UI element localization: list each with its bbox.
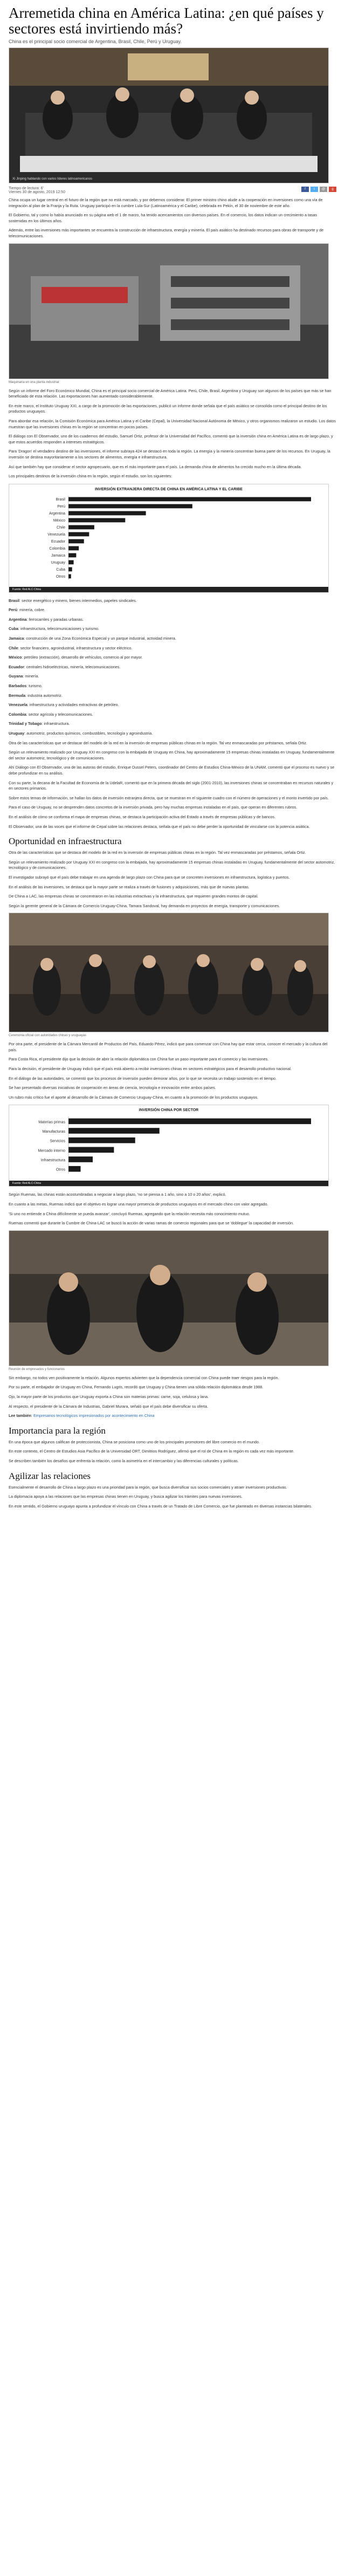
section-heading: Oportunidad en infraestructura <box>9 836 122 847</box>
related-article-link[interactable]: Empresarios tecnológicos impresionados por acontecimiento en China <box>33 1413 155 1419</box>
bar <box>68 532 89 536</box>
country-sectors: centrales hidroeléctricas, minería, telecomunicaciones. <box>26 664 121 669</box>
country-name: Trinidad y Tobago <box>9 721 42 727</box>
category-label: Otros <box>56 574 65 579</box>
paragraph: Para 'Dragon' el verdadero destino de las inversiones, el informe subraya 424 se destacó en toda la región. La energía y la minería concentran buena parte de los recursos. En Uruguay, la inversión se destina mayoritariamente a los sectores de alimentos, energía e infraestructura. <box>9 449 330 460</box>
category-label: Otros <box>56 1168 65 1173</box>
paragraph: Los principales destinos de la inversión china en la región, según el estudio, son los siguientes: <box>9 474 172 479</box>
category-label: Perú <box>57 504 65 509</box>
paragraph: En este marco, el Instituto Uruguay XXI, a cargo de la promoción de las exportaciones, publicó un informe donde señala que el país asiático se consolida como el principal destino de los productos uruguayos. <box>9 403 327 414</box>
related-link-paragraph: Lee también: Empresarios tecnológicos impresionados por acontecimiento en China <box>9 1413 155 1419</box>
bar <box>68 497 311 501</box>
paragraph: Sin embargo, no todos ven positivamente la relación. Algunos expertos advierten que la dependencia comercial con China puede traer riesgos para la región. <box>9 1375 279 1380</box>
bar <box>68 553 76 557</box>
bar <box>68 1128 160 1134</box>
industrial-image <box>9 244 328 379</box>
country-item: Colombia: sector agrícola y telecomunicaciones. <box>9 711 93 717</box>
paragraph: Se han presentado diversas iniciativas de cooperación en áreas de ciencia, tecnología e innovación entre ambos países. <box>9 1085 216 1091</box>
country-sectors: minería. <box>25 674 39 679</box>
country-sectors: industria automotriz. <box>27 693 63 698</box>
paragraph: Otra de las características que se destaca del modelo de la red en la inversión de empresas públicas chinas en la región. Tal vez enmascaradas por préstamos, señala Ortiz. <box>9 850 306 855</box>
country-item: Chile: sector financiero, agroindustrial, infraestructura y sector eléctrico. <box>9 645 133 650</box>
category-label: Infraestructura <box>40 1159 65 1163</box>
reading-time: Tiempo de lectura: 6' <box>9 187 44 190</box>
category-label: Cuba <box>56 567 65 572</box>
country-sectors: infraestructura, telecomunicaciones y turismo. <box>20 626 100 632</box>
category-label: Servicios <box>50 1140 65 1144</box>
category-label: Brasil <box>56 497 65 502</box>
paragraph: Ahí Diálogo con El Observador, una de las autoras del estudio, Enrique Dussel Peters, coordinador del Centro de Estudios China-México de la UNAM, comentó que el proceso es nuevo y se debe profundizar en su análisis. <box>9 765 335 776</box>
paragraph: Otra de las características que ve destacar del modelo de la red en la inversión de empresas públicas chinas en la región. Tal vez enmascaradas por préstamos, señala Ortiz. <box>9 740 307 745</box>
paragraph: Por su parte, el embajador de Uruguay en China, Fernando Lugris, recordó que Uruguay y China tienen una sólida relación diplomática desde 1988. <box>9 1385 264 1390</box>
paragraph: Al respecto, el presidente de la Cámara de Industrias, Gabriel Murara, señaló que el país debe diversificar su oferta. <box>9 1403 208 1409</box>
country-name: Barbados <box>9 683 27 689</box>
paragraph: La diplomacia apoya a las relaciones que las empresas chinas tienen en Uruguay, y busca agilizar los trámites para nuevas inversiones. <box>9 1494 243 1499</box>
bar <box>68 1138 135 1143</box>
country-item: Uruguay: automotriz, productos químicos, combustibles, tecnología y agroindustria. <box>9 731 153 736</box>
category-label: Uruguay <box>51 560 65 565</box>
paragraph: Para la decisión, el presidente de Uruguay indicó que el país está abierto a recibir inversiones chinas en sectores estratégicos para el desarrollo productivo nacional. <box>9 1066 292 1072</box>
paragraph: Según la gerente general de la Cámara de Comercio Uruguay-China, Tamara Sandoval, hay demanda en proyectos de energía, transporte y comunicaciones. <box>9 903 280 908</box>
paragraph: Así que también hay que considerar el sector agropecuario, que es el más importante para el país. La demanda china de alimentos ha crecido mucho en la última década. <box>9 464 302 469</box>
bar <box>68 518 125 522</box>
paragraph: En el análisis de las inversiones, se destaca que la mayor parte se realiza a través de fusiones y adquisiciones, más que de nuevas plantas. <box>9 884 250 889</box>
bar <box>68 1147 114 1153</box>
country-item: Bermuda: industria automotriz. <box>9 693 63 698</box>
country-item: México: petróleo (extracción), desarrollo de vehículos, comercio al por mayor. <box>9 655 143 660</box>
ceremony-image <box>9 913 328 1032</box>
chart-source: Fuente: Red ALC-China <box>9 1181 328 1186</box>
country-item: Jamaica: construcción de una Zona Económica Especial y un parque industrial, actividad minera. <box>9 636 176 641</box>
country-item: Trinidad y Tobago: infraestructura. <box>9 721 70 727</box>
chart-title: INVERSIÓN EXTRANJERA DIRECTA DE CHINA EN AMÉRICA LATINA Y EL CARIBE <box>95 487 243 491</box>
paragraph: Ruemas comentó que durante la Cumbre de China-LAC se buscó la acción de varias ramas de comercio regionales para que se 'doblegue' la capacidad de inversión. <box>9 1221 294 1226</box>
paragraph: En una época que algunos califican de proteccionista, China se posiciona como uno de los principales promotores del libre comercio en el mundo. <box>9 1439 260 1444</box>
section-heading: Importancia para la región <box>9 1425 106 1436</box>
paragraph: Un rubro más crítico fue el aporte al desarrollo de la Cámara de Comercio Uruguay-China, en cuanto a la promoción de los productos uruguayos. <box>9 1094 259 1100</box>
category-label: Mercado interno <box>38 1149 65 1153</box>
paragraph: El Gobierno, tal y como lo había anunciado en su página web el 1 de marzo, ha tenido acercamientos con diversos países. En el comercio, los datos indican un crecimiento a tasas sostenidas en los últimos años. <box>9 213 318 223</box>
article-subtitle: China es el principal socio comercial de Argentina, Brasil, Chile, Perú y Uruguay. <box>9 39 182 44</box>
paragraph: El Observador, una de las voces que el informe de Cepal sobre las relaciones destaca, señala que el país no debe perder la oportunidad de vincularse con la potencia asiática. <box>9 824 310 829</box>
bar <box>68 539 84 543</box>
country-sectors: automotriz, productos químicos, combustibles, tecnología y agroindustria. <box>26 731 153 736</box>
country-sectors: petróleo (extracción), desarrollo de vehículos, comercio al por mayor. <box>24 655 143 660</box>
paragraph: Según un relevamiento realizado por Uruguay XXI en congreso con la embajada de Uruguay en China, hay aproximadamente 15 empresas chinas instaladas en Uruguay, fundamentalmente del sector automotriz, tecnológico y de comunicaciones. <box>9 750 335 761</box>
publish-date: Viernes 30 de agosto, 2019 12:50 <box>9 190 65 194</box>
country-name: Bermuda <box>9 693 26 698</box>
paragraph: Ojo, la mayor parte de los productos que Uruguay exporta a China son materias primas: carne, soja, celulosa y lana. <box>9 1394 209 1399</box>
meeting-image <box>9 1231 328 1366</box>
photo-caption: Xi Jinping hablando con varios líderes latinoamericanos <box>12 177 93 181</box>
paragraph: En este sentido, el Gobierno uruguayo apunta a profundizar el vínculo con China a través de un Tratado de Libre Comercio, que fue planteado en diversas instancias bilaterales. <box>9 1503 312 1509</box>
paragraph: De China a LAC, las empresas chinas se concentraron en las industrias extractivas y la infraestructura, que requieren grandes montos de capital. <box>9 894 259 899</box>
paragraph: Se describen también los desafíos que enfrenta la relación, como la asimetría en el intercambio y las diferencias culturales y políticas. <box>9 1458 239 1463</box>
country-item: Brasil: sector energético y minero, bienes intermedios, papeles sindicales. <box>9 598 137 603</box>
country-name: Brasil <box>9 598 19 603</box>
category-label: Argentina <box>49 511 65 516</box>
bar <box>68 511 146 515</box>
country-item: Venezuela: infraestructura y actividades extractivas de petróleo. <box>9 702 119 708</box>
paragraph: Según un relevamiento realizado por Uruguay XXI en congreso con la embajada, hay aproximadamente 15 empresas chinas instaladas en Uruguay, fundamentalmente del sector automotriz, tecnológico y de comunicaciones. <box>9 859 335 871</box>
paragraph: Para abordar esa relación, la Comisión Económica para América Latina y el Caribe (Cepal), la Universidad Nacional Autónoma de México, y otros organismos realizaron un estudio. Los datos muestran que las inversiones chinas en la región se concentran en pocos países. <box>9 418 336 429</box>
country-sectors: ferrocarriles y paradas urbanas. <box>29 616 84 622</box>
section-heading: Agilizar las relaciones <box>9 1470 91 1481</box>
paragraph: El diálogo con El Observador, uno de los cuadernos del estudio, Samuel Ortiz, profesor de la Universidad del Pacífico, comentó que la inversión china en América Latina es de largo plazo, y que estos acuerdos responden a intereses estratégicos. <box>9 434 333 444</box>
paragraph: Para Costa Rica, el presidente dijo que la decisión de abrir la relación diplomática con China fue un paso importante para el comercio y las inversiones. <box>9 1057 269 1062</box>
photo-meeting <box>9 1230 329 1366</box>
country-item: Cuba: infraestructura, telecomunicaciones y turismo. <box>9 626 100 632</box>
related-label: Lee también <box>9 1413 31 1419</box>
paragraph: Con su parte, la decana de la Facultad de Economía de la UdelaR, comentó que en la primera década del siglo (2001-2010), las inversiones chinas se concentraban en recursos naturales y en sectores primarios. <box>9 780 334 791</box>
photo-caption: Maquinaria en una planta industrial <box>9 380 59 384</box>
country-list <box>9 598 336 737</box>
country-name: Colombia <box>9 711 26 717</box>
bar <box>68 504 192 508</box>
category-label: Ecuador <box>51 539 65 544</box>
share-buttons <box>301 187 336 194</box>
country-item: Argentina: ferrocarriles y paradas urbanas. <box>9 616 84 622</box>
country-item: Guyana: minería. <box>9 674 39 679</box>
paragraph: China ocupa un lugar central en el futuro de la región que no está marcado, y por debemos considerar. El primer ministro chino alude a la cooperación en inversiones como una vía de integración al plan de la Franja y la Ruta. Uruguay participó en la cumbre Lula-Sur (Latinoamérica y el Caribe), celebrada en Pekín, el 30 de noviembre de este año. <box>9 197 323 208</box>
paragraph: Según Ruemas, las chinas están acostumbradas a negociar a largo plazo, 'no se piensa a 1 año, sino a 10 o 20 años', explicó. <box>9 1192 226 1197</box>
paragraph: 'Si uno no entiende a China difícilmente se pueda avanzar', concluyó Ruemas, agregando que la relación necesita más conocimiento mutuo. <box>9 1211 250 1216</box>
country-sectors: sector financiero, agroindustrial, infraestructura y sector eléctrico. <box>20 645 133 650</box>
country-item: Ecuador: centrales hidroeléctricas, minería, telecomunicaciones. <box>9 664 121 669</box>
country-name: Cuba <box>9 626 18 632</box>
country-sectors: minería, cobre. <box>19 607 45 613</box>
chart-svg <box>9 1112 328 1177</box>
chart-investment-by-country <box>9 484 329 593</box>
paragraph: Para el caso de Uruguay, no se desprenden datos concretos de la inversión privada, pero hay muchas empresas instaladas en el país, que operan en diferentes rubros. <box>9 805 298 810</box>
bar <box>68 1166 81 1172</box>
paragraph: Sobre estos temas de información, se hallan los datos de inversión extranjera directa, que se muestran en el siguiente cuadro con el número de operaciones y el monto invertido por país. <box>9 795 329 800</box>
bar <box>68 574 71 578</box>
country-name: Perú <box>9 607 17 613</box>
paragraph: Esencialmente el desarrollo de China a largo plazo es una prioridad para la región, que busca diversificar sus socios comerciales y atraer inversiones productivas. <box>9 1484 287 1490</box>
twitter-icon[interactable]: t <box>310 187 318 192</box>
article-title: Arremetida china en América Latina: ¿en qué países y sectores está invirtiendo más? <box>9 5 324 37</box>
category-label: Venezuela <box>47 532 65 537</box>
bar <box>68 567 72 571</box>
article <box>0 5 345 1509</box>
category-label: Manufacturas <box>42 1130 65 1134</box>
country-item: Perú: minería, cobre. <box>9 607 45 613</box>
paragraph: Además, entre las inversiones más importantes se encuentra la construcción de infraestructura, energía y minería. El país asiático ha destinado recursos para obras de transporte y de telecomunicaciones. <box>9 228 324 238</box>
hero-image <box>9 48 328 183</box>
category-label: Materias primas <box>38 1120 65 1125</box>
category-label: Colombia <box>49 546 65 551</box>
paragraph: En cuanto a las metas, Ruemas indicó que el objetivo es lograr una mayor presencia de productos uruguayos en el mercado chino con valor agregado. <box>9 1202 268 1207</box>
bar <box>68 525 94 529</box>
category-label: Chile <box>57 525 65 530</box>
country-name: Venezuela <box>9 702 27 708</box>
photo-caption: Reunión de empresarios y funcionarios <box>9 1367 65 1371</box>
facebook-icon[interactable]: f <box>301 187 309 192</box>
chart-investment-by-sector <box>9 1105 329 1187</box>
country-sectors: sector agrícola y telecomunicaciones. <box>28 711 93 717</box>
article-meta <box>9 187 336 194</box>
bar <box>68 560 74 564</box>
country-name: Jamaica <box>9 636 24 641</box>
chart-title: INVERSIÓN CHINA POR SECTOR <box>139 1108 199 1113</box>
chart-svg <box>9 491 328 583</box>
paragraph: En este contexto, el Centro de Estudios Asia Pacífico de la Universidad ORT, Dimitrios Rodríguez, afirmó que el rol de China en la región es cada vez más importante. <box>9 1449 295 1454</box>
paragraph: En el diálogo de las autoridades, se comentó que los procesos de inversión pueden demorar años, por lo que se necesita un trabajo sostenido en el tiempo. <box>9 1075 277 1081</box>
category-label: Jamaica <box>51 553 65 558</box>
photo-ceremony <box>9 913 329 1032</box>
country-name: Chile <box>9 645 18 650</box>
country-name: Argentina <box>9 616 27 622</box>
category-label: México <box>53 518 65 523</box>
bar <box>68 1119 311 1125</box>
country-item: Barbados: turismo. <box>9 683 43 689</box>
photo-caption: Ceremonia oficial con autoridades chinas y uruguayas <box>9 1034 87 1038</box>
paragraph: Por otra parte, el presidente de la Cámara Mercantil de Productos del País, Eduardo Pérez, indicó que para comenzar con China hay que estar cerca, conocer el mercado y la cultura del país. <box>9 1042 328 1052</box>
chart-source: Fuente: Red ALC-China <box>9 587 328 592</box>
country-name: Uruguay <box>9 731 25 736</box>
bar <box>68 1157 93 1163</box>
country-sectors: infraestructura. <box>44 721 70 727</box>
country-sectors: construcción de una Zona Económica Especial y un parque industrial, actividad minera. <box>26 636 176 641</box>
email-icon[interactable]: @ <box>320 187 327 192</box>
country-name: Ecuador <box>9 664 24 669</box>
country-sectors: turismo. <box>29 683 43 689</box>
paragraph: En el análisis de cómo se conforma el mapa de empresas chinas, se destaca la participación activa del Estado a través de empresas públicas y de bancos. <box>9 814 276 819</box>
hero-photo <box>9 47 329 183</box>
country-name: Guyana <box>9 674 23 679</box>
country-sectors: sector energético y minero, bienes intermedios, papeles sindicales. <box>21 598 137 603</box>
country-sectors: infraestructura y actividades extractivas de petróleo. <box>29 702 119 708</box>
bar <box>68 546 79 550</box>
photo-industrial <box>9 243 329 379</box>
paragraph: El investigador subrayó que el país debe trabajar en una agenda de largo plazo con China para que se concreten inversiones en infraestructura, logística y puertos. <box>9 874 290 880</box>
google-icon[interactable]: g <box>329 187 336 192</box>
country-name: México <box>9 655 22 660</box>
paragraph: Según un informe del Foro Económico Mundial, China es el principal socio comercial de América Latina. Perú, Chile, Brasil, Argentina y Uruguay son algunos de los países que más se han beneficiado de esta relación. Las exportaciones han aumentado considerablemente. <box>9 388 332 399</box>
